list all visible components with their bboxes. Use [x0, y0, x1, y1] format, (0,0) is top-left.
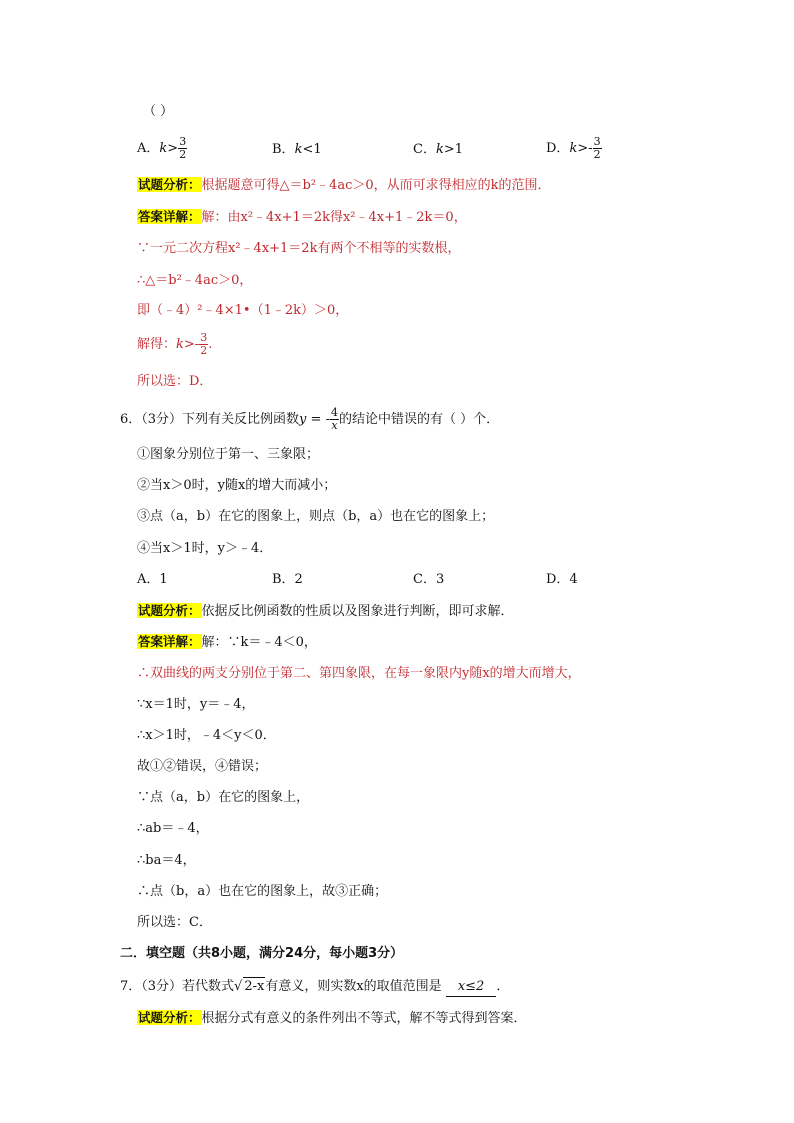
analysis-tag: 试题分析：: [138, 177, 201, 192]
q5-step-3: 即（﹣4）²﹣4×1•（1﹣2k）＞0，: [137, 303, 349, 318]
q6-line-8: ∴点（b，a）也在它的图象上，故③正确；: [137, 884, 388, 899]
q6-item-4: ④当x＞1时，y＞﹣4．: [137, 541, 273, 556]
q6-answer: 答案详解：解：∵k＝﹣4＜0，: [138, 634, 317, 650]
analysis-tag: 试题分析：: [138, 603, 201, 618]
q5-option-b: B．k<1: [272, 142, 322, 157]
answer-tag: 答案详解：: [138, 634, 201, 649]
q6-line-4: 故①②错误，④错误；: [137, 759, 268, 774]
q6-item-2: ②当x＞0时，y随x的增大而减小；: [137, 478, 337, 493]
q5-step-5: 所以选：D．: [137, 374, 213, 389]
q5-step-2: ∴△＝b²﹣4ac＞0，: [137, 273, 253, 288]
q5-step-1: ∵一元二次方程x²﹣4x+1＝2k有两个不相等的实数根，: [137, 241, 461, 256]
q7-stem: 7．（3分）若代数式√ 2-x有意义，则实数x的取值范围是 x≤2 ．: [120, 977, 509, 997]
q5-paren: （ ）: [143, 104, 174, 119]
q6-option-b: B．2: [272, 572, 303, 587]
answer-tag: 答案详解：: [138, 209, 201, 224]
q6-stem: 6．（3分）下列有关反比例函数y = - $\frac{4}{x}$ 的结论中错误的有（ ）个．: [120, 406, 500, 432]
q6-option-a: A．1: [137, 572, 168, 587]
q6-option-c: C．3: [413, 572, 445, 587]
q6-line-3: ∴x＞1时，﹣4＜y＜0．: [137, 728, 276, 743]
q5-option-a: A．k> $\frac{3}{2}$: [137, 135, 187, 161]
q5-option-c: C．k>1: [413, 142, 464, 157]
q6-line-6: ∴ab＝﹣4，: [137, 821, 209, 836]
q5-answer: 答案详解：解：由x²﹣4x+1＝2k得x²﹣4x+1﹣2k＝0，: [138, 209, 467, 225]
q6-line-2: ∵x＝1时，y＝﹣4，: [137, 697, 255, 712]
q6-analysis: 试题分析：依据反比例函数的性质以及图象进行判断，即可求解．: [138, 603, 514, 619]
sqrt-radicand: 2-x: [244, 979, 265, 994]
q6-line-7: ∴ba＝4，: [137, 853, 196, 868]
q5-option-d: D．k>- $\frac{3}{2}$: [546, 135, 601, 161]
q5-step-4: 解得：k>- $\frac{3}{2}$ .: [137, 331, 213, 357]
analysis-tag: 试题分析：: [138, 1010, 201, 1025]
q6-line-1: ∴双曲线的两支分别位于第二、第四象限，在每一象限内y随x的增大而增大，: [137, 666, 581, 681]
q6-item-1: ①图象分别位于第一、三象限；: [137, 447, 320, 462]
q7-answer-blank: x≤2: [446, 978, 497, 997]
q6-item-3: ③点（a，b）在它的图象上，则点（b，a）也在它的图象上；: [137, 509, 495, 524]
q6-line-9: 所以选：C．: [137, 915, 212, 930]
section-heading: 二．填空题（共8小题，满分24分，每小题3分）: [120, 946, 404, 961]
q6-option-d: D．4: [546, 572, 578, 587]
q5-analysis: 试题分析：根据题意可得△＝b²﹣4ac＞0，从而可求得相应的k的范围．: [138, 177, 551, 193]
q6-line-5: ∵点（a，b）在它的图象上，: [137, 790, 310, 805]
q7-analysis: 试题分析：根据分式有意义的条件列出不等式，解不等式得到答案．: [138, 1010, 527, 1026]
